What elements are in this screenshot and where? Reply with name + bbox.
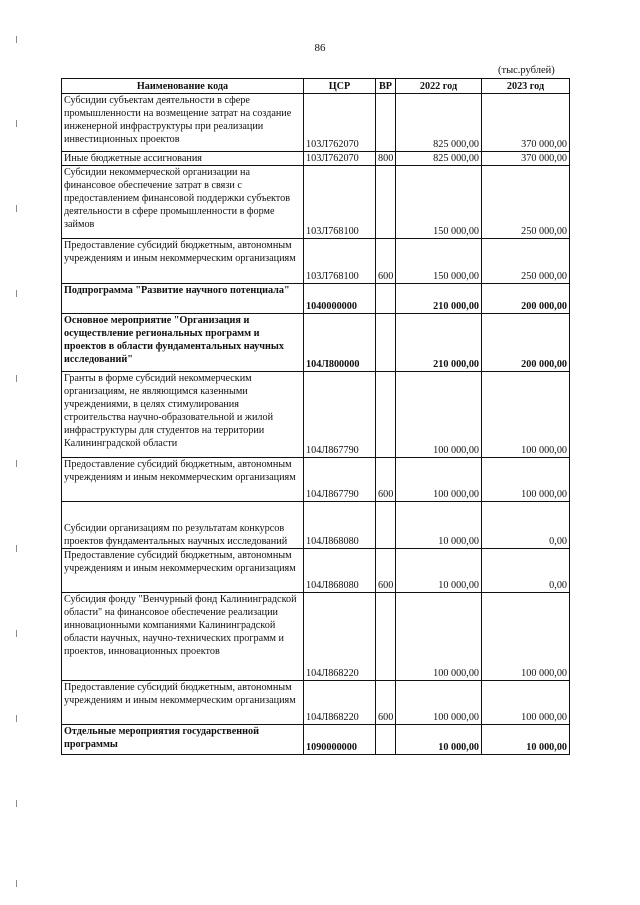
row-csr: 103Л768100 xyxy=(304,239,376,284)
row-2023: 250 000,00 xyxy=(482,239,570,284)
margin-mark xyxy=(16,715,17,722)
row-vr xyxy=(376,166,396,239)
table-row xyxy=(62,593,570,681)
row-2023: 250 000,00 xyxy=(482,166,570,239)
row-name-text: Субсидии организациям по результатам конкурсов проектов фундаментальных научных исследований xyxy=(64,523,288,547)
row-2022: 10 000,00 xyxy=(396,549,482,593)
row-2023: 10 000,00 xyxy=(482,725,570,755)
units-label: (тыс.рублей) xyxy=(498,65,555,76)
header-name: Наименование кода xyxy=(62,79,304,94)
table-row xyxy=(62,284,570,314)
table-row xyxy=(62,681,570,725)
margin-mark xyxy=(16,630,17,637)
row-name xyxy=(62,502,304,549)
row-vr: 600 xyxy=(376,549,396,593)
row-name: Предоставление субсидий бюджетным, автономным учреждениям и иным некоммерческим организациям xyxy=(62,239,304,284)
row-2022: 825 000,00 xyxy=(396,152,482,166)
row-csr: 103Л768100 xyxy=(304,166,376,239)
margin-mark xyxy=(16,290,17,297)
table-row xyxy=(62,549,570,593)
row-2023: 100 000,00 xyxy=(482,593,570,681)
row-2022: 10 000,00 xyxy=(396,502,482,549)
row-vr xyxy=(376,725,396,755)
row-2022: 210 000,00 xyxy=(396,314,482,372)
row-name: Предоставление субсидий бюджетным, автономным учреждениям и иным некоммерческим организациям xyxy=(62,458,304,502)
row-name: Отдельные мероприятия государственной программы xyxy=(62,725,304,755)
row-csr: 104Л868080 xyxy=(304,549,376,593)
margin-mark xyxy=(16,205,17,212)
table-row xyxy=(62,314,570,372)
row-vr xyxy=(376,94,396,152)
row-csr: 104Л868080 xyxy=(304,502,376,549)
row-csr: 104Л868220 xyxy=(304,593,376,681)
header-vr: ВР xyxy=(376,79,396,94)
row-2022: 100 000,00 xyxy=(396,593,482,681)
row-vr: 600 xyxy=(376,458,396,502)
row-name: Субсидии субъектам деятельности в сфере промышленности на возмещение затрат на создание инженерной инфраструктуры при реализации инвестиционных проектов xyxy=(62,94,304,152)
table-row xyxy=(62,372,570,458)
row-2022: 100 000,00 xyxy=(396,372,482,458)
row-name: Подпрограмма "Развитие научного потенциала" xyxy=(62,284,304,314)
header-csr: ЦСР xyxy=(304,79,376,94)
row-vr xyxy=(376,372,396,458)
row-2023: 0,00 xyxy=(482,549,570,593)
row-csr: 104Л867790 xyxy=(304,458,376,502)
row-name: Предоставление субсидий бюджетным, автономным учреждениям и иным некоммерческим организациям xyxy=(62,549,304,593)
row-2022: 10 000,00 xyxy=(396,725,482,755)
margin-mark xyxy=(16,545,17,552)
row-vr xyxy=(376,502,396,549)
row-vr: 600 xyxy=(376,239,396,284)
margin-mark xyxy=(16,800,17,807)
margin-mark xyxy=(16,880,17,887)
row-name: Предоставление субсидий бюджетным, автономным учреждениям и иным некоммерческим организациям xyxy=(62,681,304,725)
row-csr: 1040000000 xyxy=(304,284,376,314)
row-2023: 100 000,00 xyxy=(482,458,570,502)
row-csr: 104Л800000 xyxy=(304,314,376,372)
table-row xyxy=(62,94,570,152)
margin-mark xyxy=(16,375,17,382)
row-2023: 370 000,00 xyxy=(482,152,570,166)
table-row xyxy=(62,152,570,166)
row-vr: 600 xyxy=(376,681,396,725)
row-2023: 100 000,00 xyxy=(482,681,570,725)
table-header-row xyxy=(62,79,570,94)
row-csr: 103Л762070 xyxy=(304,152,376,166)
row-vr xyxy=(376,284,396,314)
row-csr: 104Л868220 xyxy=(304,681,376,725)
row-2023: 100 000,00 xyxy=(482,372,570,458)
table-row xyxy=(62,239,570,284)
table-row xyxy=(62,502,570,549)
row-name: Субсидия фонду "Венчурный фонд Калининградской области" на финансовое обеспечение реализации инновационными компаниями Калининградской области научных, научно-технических программ и проектов, инновационных проектов xyxy=(62,593,304,681)
header-2022: 2022 год xyxy=(396,79,482,94)
table-row xyxy=(62,725,570,755)
row-vr: 800 xyxy=(376,152,396,166)
row-csr: 1090000000 xyxy=(304,725,376,755)
row-2023: 200 000,00 xyxy=(482,314,570,372)
row-name: Субсидии некоммерческой организации на финансовое обеспечение затрат в связи с предоставлением финансовой поддержки субъектов деятельности в сфере промышленности в форме займов xyxy=(62,166,304,239)
row-vr xyxy=(376,314,396,372)
margin-mark xyxy=(16,460,17,467)
row-2022: 100 000,00 xyxy=(396,458,482,502)
row-2022: 210 000,00 xyxy=(396,284,482,314)
row-name: Иные бюджетные ассигнования xyxy=(62,152,304,166)
header-2023: 2023 год xyxy=(482,79,570,94)
table-row xyxy=(62,166,570,239)
row-csr: 103Л762070 xyxy=(304,94,376,152)
row-2023: 0,00 xyxy=(482,502,570,549)
row-2022: 825 000,00 xyxy=(396,94,482,152)
table-row xyxy=(62,458,570,502)
row-vr xyxy=(376,593,396,681)
row-2022: 100 000,00 xyxy=(396,681,482,725)
row-2023: 200 000,00 xyxy=(482,284,570,314)
page-number: 86 xyxy=(314,42,326,54)
row-2022: 150 000,00 xyxy=(396,239,482,284)
margin-mark xyxy=(16,120,17,127)
row-name: Основное мероприятие "Организация и осуществление региональных программ и проектов в области фундаментальных научных исследований" xyxy=(62,314,304,372)
row-csr: 104Л867790 xyxy=(304,372,376,458)
row-name: Гранты в форме субсидий некоммерческим организациям, не являющимся казенными учреждениями, в целях стимулирования строительства научно-образовательной и жилой инфраструктуры для студентов на территории Калининградской области xyxy=(62,372,304,458)
budget-table xyxy=(61,78,570,755)
row-2023: 370 000,00 xyxy=(482,94,570,152)
row-2022: 150 000,00 xyxy=(396,166,482,239)
